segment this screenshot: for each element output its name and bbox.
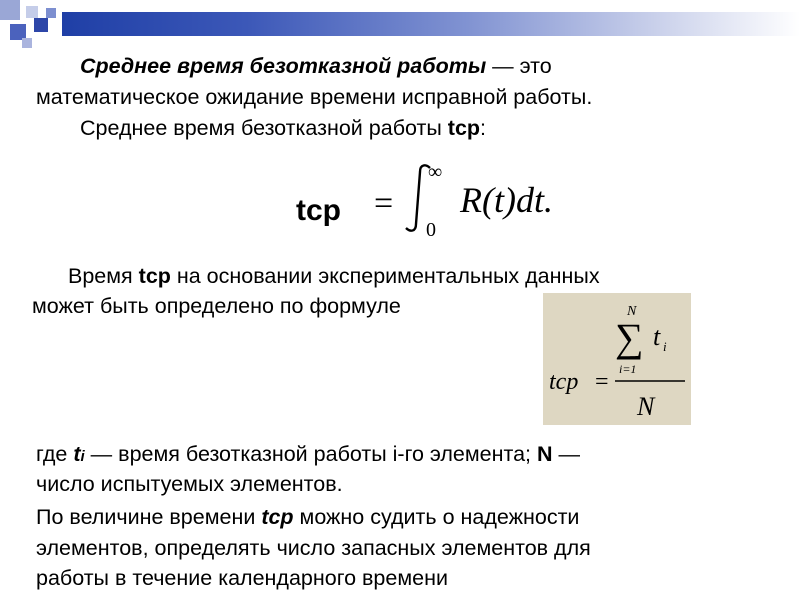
legend-ti: t bbox=[73, 442, 81, 466]
integral-lower-limit: 0 bbox=[426, 219, 436, 240]
conclusion-line-3: работы в течение календарного времени bbox=[36, 566, 448, 590]
definition-line-3 bbox=[80, 114, 486, 142]
integral-formula bbox=[290, 160, 610, 240]
summation-formula bbox=[543, 293, 691, 425]
line3-text: Среднее время безотказной работы bbox=[80, 116, 448, 140]
para2-text-c: на основании экспериментальных данных bbox=[170, 264, 600, 288]
legend-text-a: где bbox=[36, 442, 74, 466]
formula1-equals: = bbox=[374, 185, 394, 222]
formula2-lhs: tcp bbox=[549, 369, 579, 395]
legend-line-1 bbox=[36, 440, 580, 471]
conclusion-tcp: tcp bbox=[261, 505, 294, 529]
conclusion-line-2: элементов, определять число запасных элементов для bbox=[36, 536, 591, 560]
sum-term-subscript: i bbox=[663, 339, 667, 354]
para2-tcp: tcp bbox=[138, 264, 171, 288]
definition-line-1 bbox=[80, 52, 552, 80]
tcp-label: tcp bbox=[447, 116, 481, 140]
summation-formula-box bbox=[543, 293, 691, 425]
header-gradient-bar bbox=[62, 12, 800, 36]
conclusion-text-a: По величине времени bbox=[36, 505, 262, 529]
experimental-line-2: может быть определено по формуле bbox=[32, 294, 401, 318]
para2-text-a: Время bbox=[68, 264, 139, 288]
sum-lower-limit: i=1 bbox=[619, 362, 637, 376]
definition-rest: — это bbox=[486, 54, 552, 78]
formula1-lhs: tcp bbox=[296, 194, 341, 227]
line3-colon: : bbox=[480, 116, 487, 140]
experimental-line-1 bbox=[68, 262, 600, 290]
formula2-equals: = bbox=[595, 369, 609, 395]
definition-line-2: математическое ожидание времени исправной работы. bbox=[36, 85, 593, 109]
sum-upper-limit: N bbox=[627, 304, 637, 319]
definition-term: Среднее время безотказной работы bbox=[80, 54, 487, 78]
sigma-icon: ∑ bbox=[615, 315, 644, 360]
formula2-denominator: N bbox=[637, 392, 655, 421]
legend-text-d: — время безотказной работы i-го элемента; bbox=[84, 442, 538, 466]
legend-text-f: — bbox=[552, 442, 581, 466]
legend-ti-sub: i bbox=[80, 448, 85, 465]
integral-upper-limit: ∞ bbox=[428, 161, 443, 183]
sum-term: t bbox=[653, 322, 661, 351]
conclusion-line-1 bbox=[36, 503, 579, 531]
legend-N: N bbox=[537, 442, 553, 466]
legend-line-2: число испытуемых элементов. bbox=[36, 472, 343, 496]
conclusion-text-c: можно судить о надежности bbox=[293, 505, 580, 529]
integrand: R(t)dt. bbox=[460, 180, 553, 220]
